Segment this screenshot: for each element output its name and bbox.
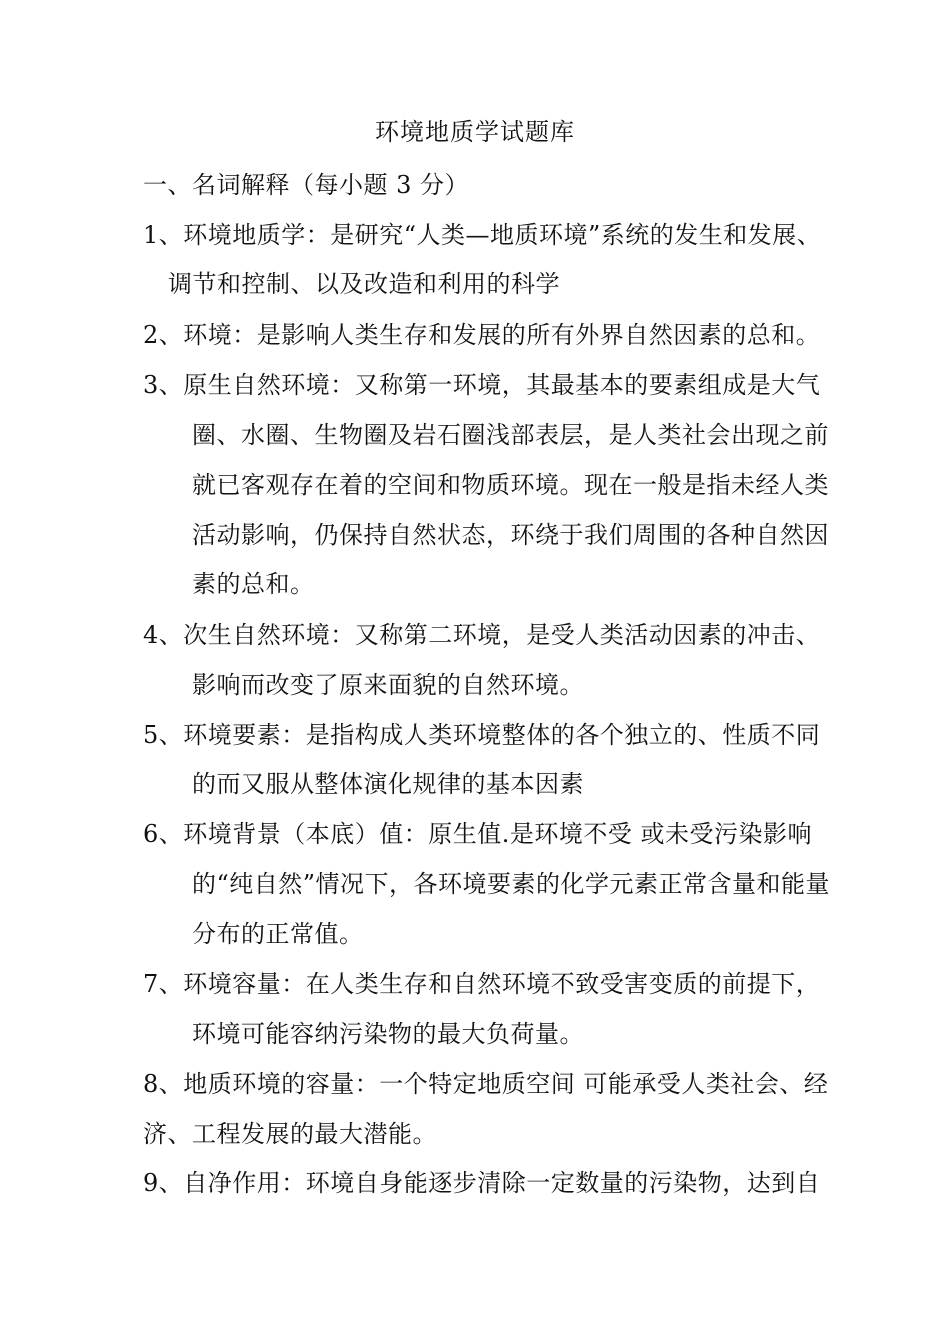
entry-4-line-1: 4、次生自然环境：又称第二环境，是受人类活动因素的冲击、: [143, 621, 821, 649]
entry-1-line-2: 调节和控制、以及改造和利用的科学: [168, 270, 560, 298]
entry-3-line-4: 活动影响，仍保持自然状态，环绕于我们周围的各种自然因: [192, 521, 829, 549]
entry-4-line-2: 影响而改变了原来面貌的自然环境。: [192, 671, 584, 699]
entry-8-line-2: 济、工程发展的最大潜能。: [143, 1120, 437, 1148]
entry-5-line-1: 5、环境要素：是指构成人类环境整体的各个独立的、性质不同: [143, 721, 821, 749]
entry-7-line-1: 7、环境容量：在人类生存和自然环境不致受害变质的前提下，: [143, 970, 821, 998]
entry-5-line-2: 的而又服从整体演化规律的基本因素: [192, 770, 584, 798]
entry-6-line-1: 6、环境背景（本底）值：原生值.是环境不受 或未受污染影响: [143, 820, 813, 848]
entry-1-line-1: 1、环境地质学：是研究“人类—地质环境”系统的发生和发展、: [143, 221, 822, 249]
entry-3-line-5: 素的总和。: [192, 570, 315, 598]
entry-3-line-3: 就已客观存在着的空间和物质环境。现在一般是指未经人类: [192, 471, 829, 499]
entry-8-line-1: 8、地质环境的容量：一个特定地质空间 可能承受人类社会、经: [143, 1070, 829, 1098]
entry-6-line-2: 的“纯自然”情况下，各环境要素的化学元素正常含量和能量: [192, 870, 831, 898]
document-title: 环境地质学试题库: [375, 118, 575, 146]
section-heading: 一、名词解释（每小题 3 分）: [143, 171, 470, 199]
entry-3-line-1: 3、原生自然环境：又称第一环境，其最基本的要素组成是大气: [143, 371, 821, 399]
entry-6-line-3: 分布的正常值。: [192, 920, 364, 948]
entry-7-line-2: 环境可能容纳污染物的最大负荷量。: [192, 1020, 584, 1048]
entry-2-line-1: 2、环境：是影响人类生存和发展的所有外界自然因素的总和。: [143, 321, 821, 349]
entry-3-line-2: 圈、水圈、生物圈及岩石圈浅部表层，是人类社会出现之前: [192, 421, 829, 449]
entry-9-line-1: 9、自净作用：环境自身能逐步清除一定数量的污染物，达到自: [143, 1169, 821, 1197]
